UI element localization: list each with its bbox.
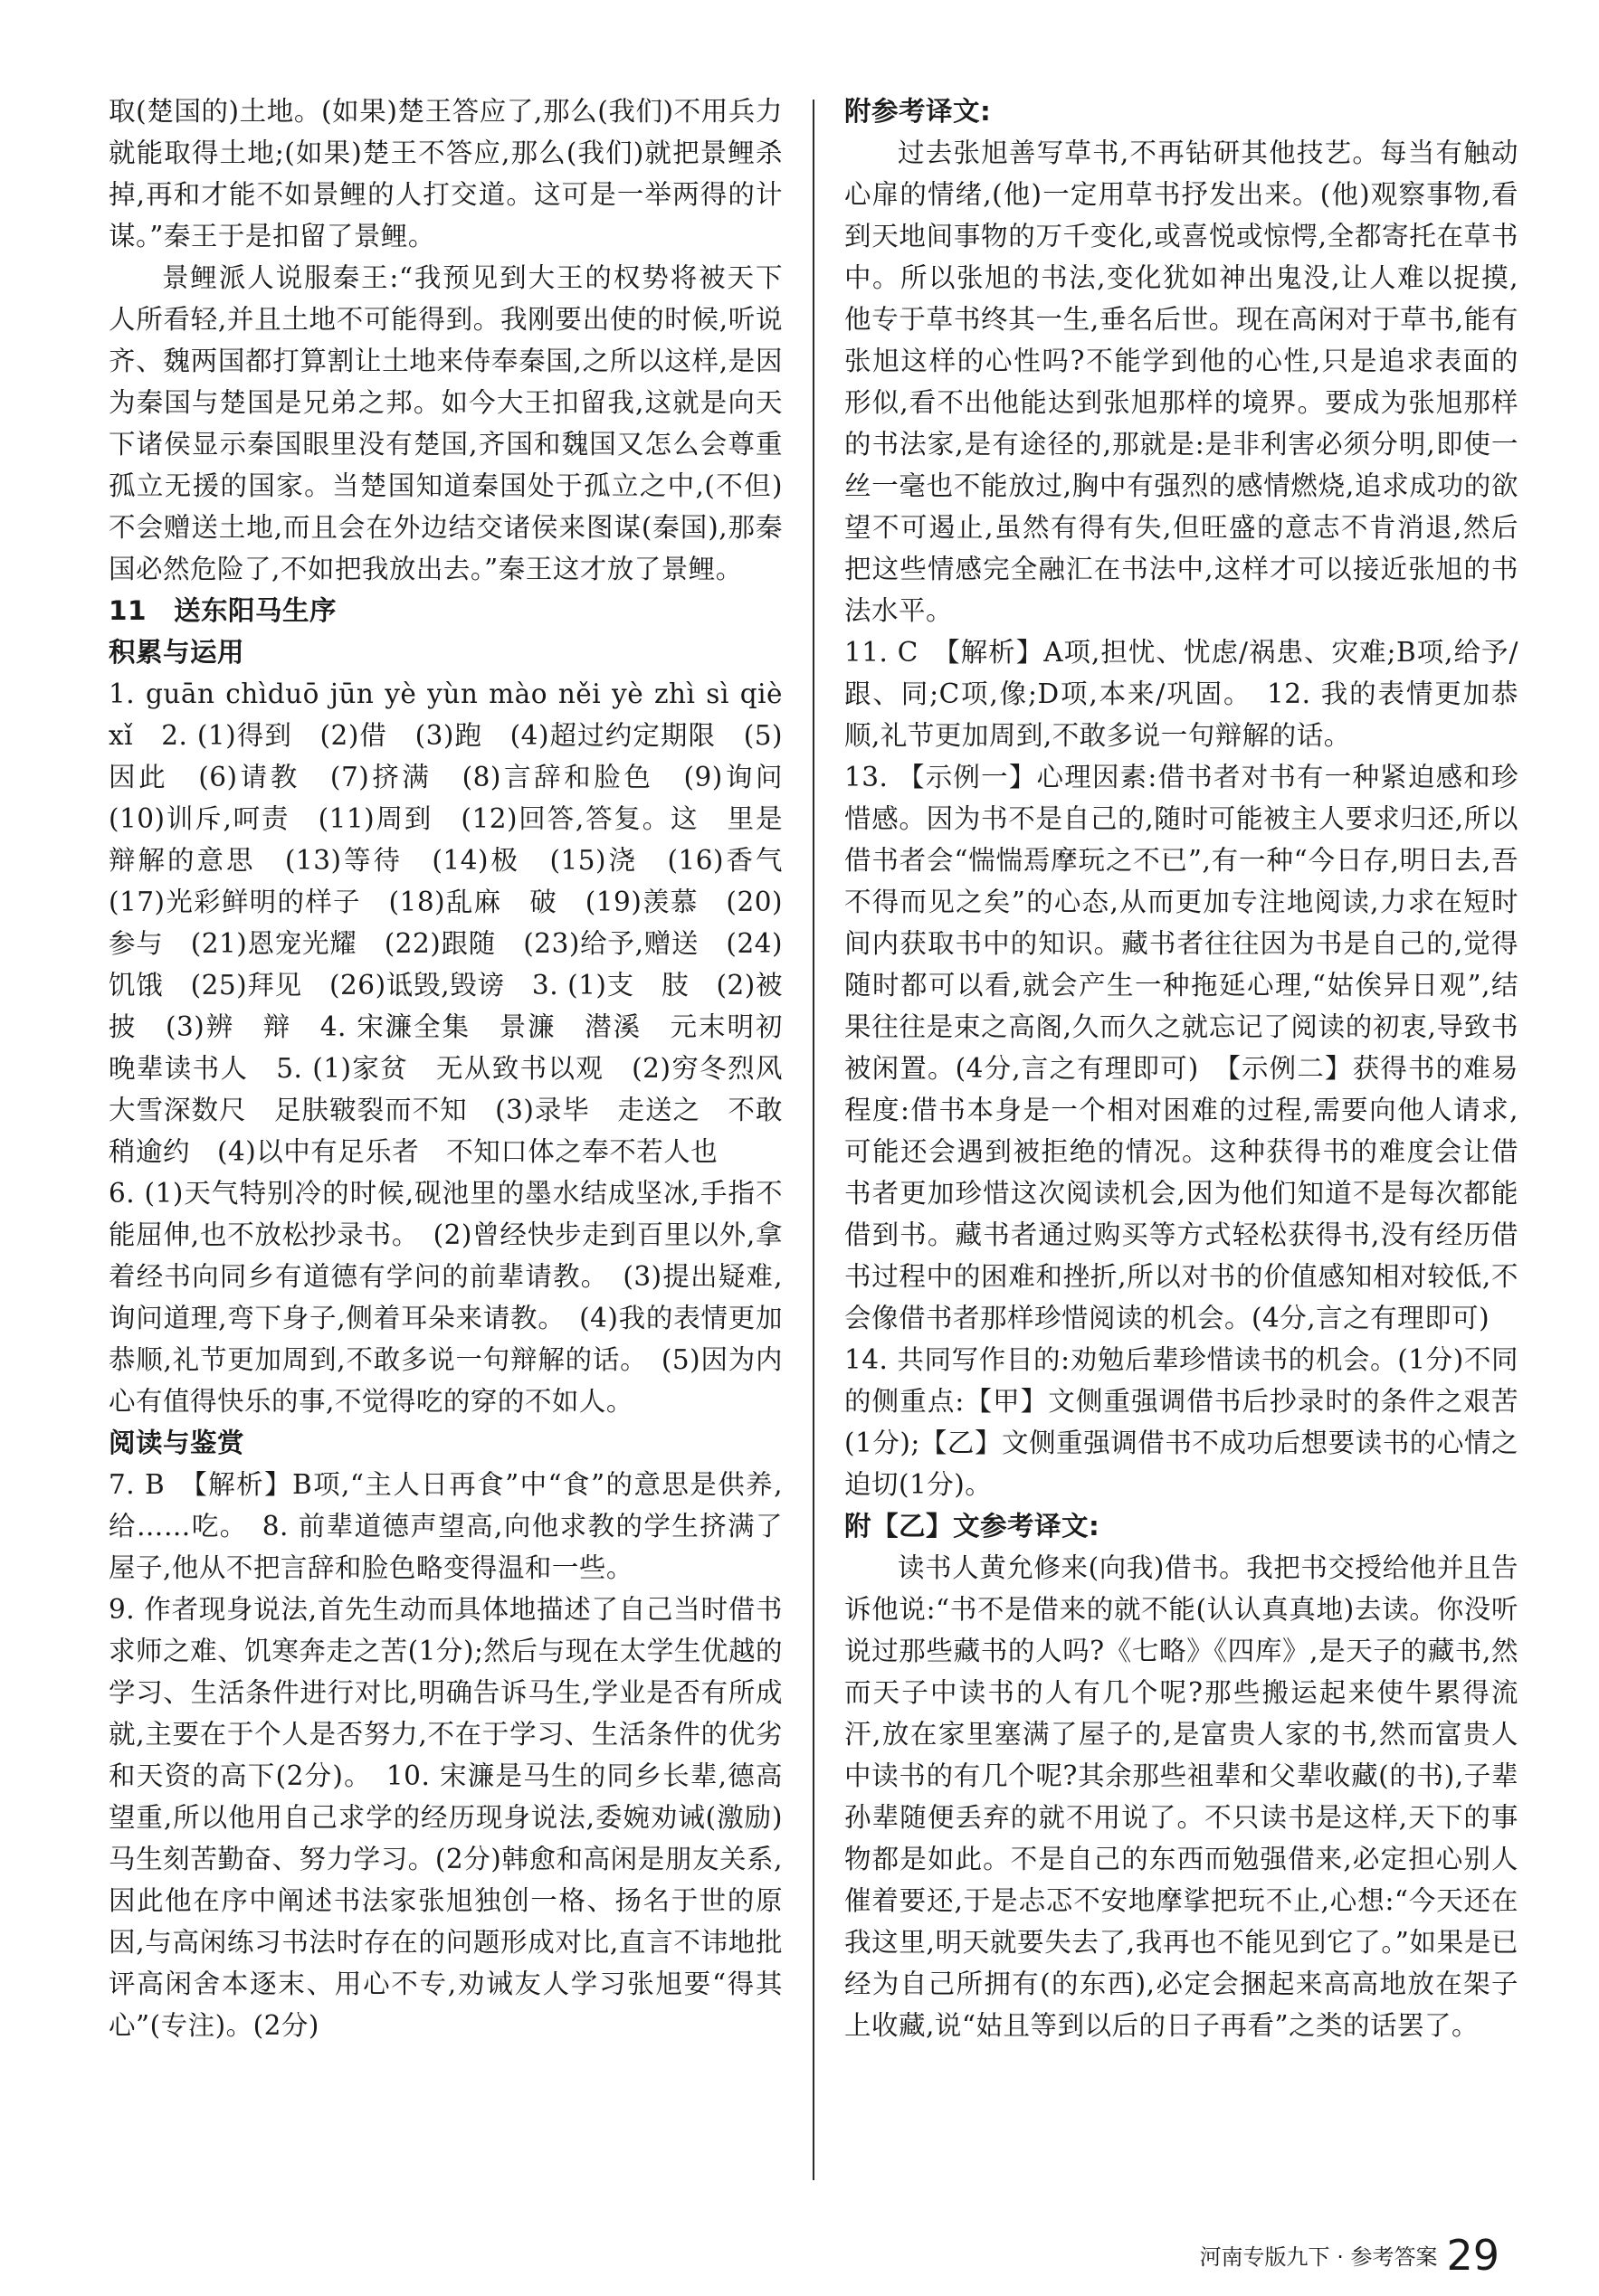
left-column: [109, 90, 811, 2046]
translation-paragraph-1: 取(楚国的)土地。(如果)楚王答应了,那么(我们)不用兵力就能取得土地;(如果)楚王不答应,那么(我们)就把景鲤杀掉,再和才能不如景鲤的人打交道。这可是一举两得的计谋。”秦王于是扣留了景鲤。: [109, 96, 783, 251]
page-number: 29: [1446, 2231, 1499, 2280]
answer-11-12: 11. C 【解析】A项,担忧、忧虑/祸患、灾难;B项,给予/跟、同;C项,像;D项,本来/巩固。 12. 我的表情更加恭顺,礼节更加周到,不敢多说一句辩解的话。: [844, 637, 1518, 751]
text-b-translation: 读书人黄允修来(向我)借书。我把书交授给他并且告诉他说:“书不是借来的就不能(认认真真地)去读。你没听说过那些藏书的人吗?《七略》《四库》,是天子的藏书,然而天子中读书的人有几个呢?那些搬运起来使牛累得流汗,放在家里塞满了屋子的,是富贵人家的书,然而富贵人中读书的有几个呢?其余那些祖辈和父辈收藏(的书),子辈孙辈随便丢弃的就不用说了。不只读书是这样,天下的事物都是如此。不是自己的东西而勉强借来,必定担心别人催着要还,于是忐忑不安地摩挲把玩不止,心想:“今天还在我这里,明天就要失去了,我再也不能见到它了。”如果是已经为自己所拥有(的东西),必定会捆起来高高地放在架子上收藏,说“姑且等到以后的日子再看”之类的话罢了。: [844, 1552, 1518, 2041]
answer-14: 14. 共同写作目的:劝勉后辈珍惜读书的机会。(1分)不同的侧重点:【甲】文侧重强调借书后抄录时的条件之艰苦(1分);【乙】文侧重强调借书不成功后想要读书的心情之迫切(1分)。: [844, 1344, 1518, 1500]
reference-translation-text: 过去张旭善写草书,不再钻研其他技艺。每当有触动心扉的情绪,(他)一定用草书抒发出来。(他)观察事物,看到天地间事物的万千变化,或喜悦或惊愕,全都寄托在草书中。所以张旭的书法,变化犹如神出鬼没,让人难以捉摸,他专于草书终其一生,垂名后世。现在高闲对于草书,能有张旭这样的心性吗?不能学到他的心性,只是追求表面的形似,看不出他能达到张旭那样的境界。要成为张旭那样的书法家,是有途径的,那就是:是非利害必须分明,即使一丝一毫也不能放过,胸中有强烈的感情燃烧,追求成功的欲望不可遏止,虽然有得有失,但旺盛的意志不肯消退,然后把这些情感完全融汇在书法中,这样才可以接近张旭的书法水平。: [844, 138, 1518, 626]
lesson-title: 11 送东阳马生序: [109, 595, 338, 626]
answer-1-5: 1. guān chìduō jūn yè yùn mào něi yè zhì sì qiè xǐ 2. (1)得到 (2)借 (3)跑 (4)超过约定期限 (5)因此 (6)请教 (7)挤满 (8)言辞和脸色 (9)询问 (10)训斥,呵责 (11)周到 (12)回答,答复。这 里是辩解的意思 (13)等待 (14)极 (15)浇 (16)香气 (17)光彩鲜明的样子 (18)乱麻 破 (19)羡慕 (20)参与 (21)恩宠光耀 (22)跟随 (23)给予,赠送 (24)饥饿 (25)拜见 (26)诋毁,毁谤 3. (1)支 肢 (2)被 披 (3)辨 辩 4. 宋濂全集 景濂 潜溪 元末明初 晚辈读书人 5. (1)家贫 无从致书以观 (2)穷冬烈风 大雪深数尺 足肤皲裂而不知 (3)录毕 走送之 不敢稍逾约 (4)以中有足乐者 不知口体之奉不若人也: [109, 678, 811, 1167]
answer-6: 6. (1)天气特别冷的时候,砚池里的墨水结成坚冰,手指不能屈伸,也不放松抄录书。 (2)曾经快步走到百里以外,拿着经书向同乡有道德有学问的前辈请教。 (3)提出疑难,询问道理,弯下身子,侧着耳朵来请教。 (4)我的表情更加恭顺,礼节更加周到,不敢多说一句辩解的话。 (5)因为内心有值得快乐的事,不觉得吃的穿的不如人。: [109, 1178, 783, 1417]
section-heading-reading: 阅读与鉴赏: [109, 1428, 245, 1458]
column-divider: [813, 100, 814, 2180]
answer-7-8: 7. B 【解析】B项,“主人日再食”中“食”的意思是供养,给……吃。 8. 前辈道德声望高,向他求教的学生挤满了屋子,他从不把言辞和脸色略变得温和一些。: [109, 1469, 783, 1583]
footer-label: 河南专版九下 · 参考答案: [1199, 2244, 1438, 2270]
page-footer: [1200, 2224, 1499, 2278]
text-b-translation-heading: 附【乙】文参考译文:: [844, 1511, 1100, 1542]
answer-9-10: 9. 作者现身说法,首先生动而具体地描述了自己当时借书求师之难、饥寒奔走之苦(1分);然后与现在太学生优越的学习、生活条件进行对比,明确告诉马生,学业是否有所成就,主要在于个人是否努力,不在于学习、生活条件的优劣和天资的高下(2分)。 10. 宋濂是马生的同乡长辈,德高望重,所以他用自己求学的经历现身说法,委婉劝诫(激励)马生刻苦勤奋、努力学习。(2分)韩愈和高闲是朋友关系,因此他在序中阐述书法家张旭独创一格、扬名于世的原因,与高闲练习书法时存在的问题形成对比,直言不讳地批评高闲舍本逐末、用心不专,劝诫友人学习张旭要“得其心”(专注)。(2分): [109, 1594, 783, 2041]
answer-13: 13. 【示例一】心理因素:借书者对书有一种紧迫感和珍惜感。因为书不是自己的,随时可能被主人要求归还,所以借书者会“惴惴焉摩玩之不已”,有一种“今日存,明日去,吾不得而见之矣”的心态,从而更加专注地阅读,力求在短时间内获取书中的知识。藏书者往往因为书是自己的,觉得随时都可以看,就会产生一种拖延心理,“姑俟异日观”,结果往往是束之高阁,久而久之就忘记了阅读的初衷,导致书被闲置。(4分,言之有理即可) 【示例二】获得书的难易程度:借书本身是一个相对困难的过程,需要向他人请求,可能还会遇到被拒绝的情况。这种获得书的难度会让借书者更加珍惜这次阅读机会,因为他们知道不是每次都能借到书。藏书者通过购买等方式轻松获得书,没有经历借书过程中的困难和挫折,所以对书的价值感知相对较低,不会像借书者那样珍惜阅读的机会。(4分,言之有理即可): [844, 762, 1518, 1333]
reference-translation-heading: 附参考译文:: [844, 96, 992, 127]
translation-paragraph-2: 景鲤派人说服秦王:“我预见到大王的权势将被天下人所看轻,并且土地不可能得到。我刚要出使的时候,听说齐、魏两国都打算割让土地来侍奉秦国,之所以这样,是因为秦国与楚国是兄弟之邦。如今大王扣留我,这就是向天下诸侯显示秦国眼里没有楚国,齐国和魏国又怎么会尊重孤立无援的国家。当楚国知道秦国处于孤立之中,(不但)不会赠送土地,而且会在外边结交诸侯来图谋(秦国),那秦国必然危险了,不如把我放出去。”秦王这才放了景鲤。: [109, 262, 783, 584]
right-column: [844, 90, 1518, 2046]
section-heading-accumulation: 积累与运用: [109, 637, 245, 668]
